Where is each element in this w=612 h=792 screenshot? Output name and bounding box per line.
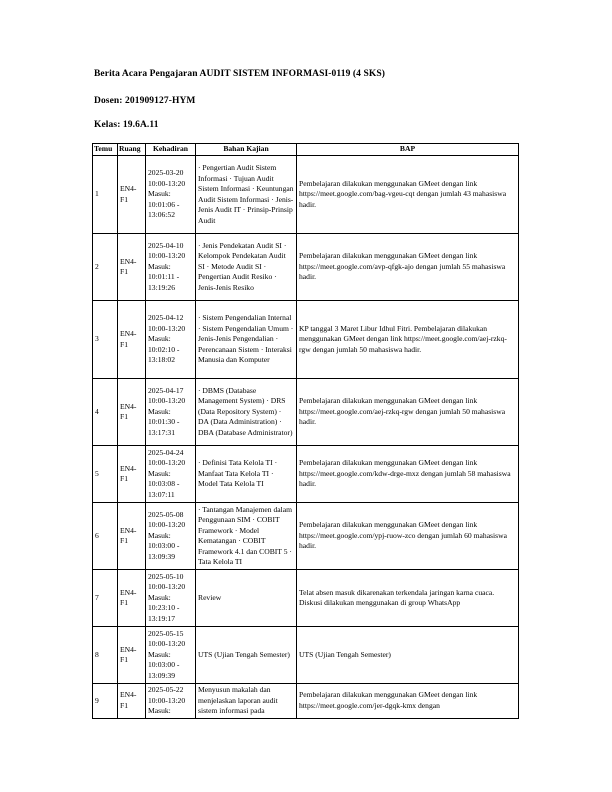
- cell-temu: 5: [93, 446, 118, 503]
- cell-bap: Pembelajaran dilakukan menggunakan GMeet dengan link https://meet.google.com/ypj-ruow-zco dengan jumlah 60 mahasiswa hadir.: [297, 503, 519, 570]
- cell-temu: 9: [93, 684, 118, 719]
- cell-bahan-kajian: · DBMS (Database Management System) · DRS (Data Repository System) · DA (Data Administration) · DBA (Database Administrator): [196, 379, 297, 446]
- cell-ruang: EN4-F1: [118, 627, 146, 684]
- cell-kehadiran: 2025-04-17 10:00-13:20 Masuk: 10:01:30 - 13:17:31: [146, 379, 196, 446]
- cell-bahan-kajian: · Definisi Tata Kelola TI · Manfaat Tata Kelola TI · Model Tata Kelola TI: [196, 446, 297, 503]
- cell-bap: Pembelajaran dilakukan menggunakan GMeet dengan link https://meet.google.com/kdw-drge-mxz dengan jumlah 58 mahasiswa hadir.: [297, 446, 519, 503]
- cell-kehadiran: 2025-05-15 10:00-13:20 Masuk: 10:03:00 - 13:09:39: [146, 627, 196, 684]
- cell-kehadiran: 2025-05-10 10:00-13:20 Masuk: 10:23:10 - 13:19:17: [146, 570, 196, 627]
- table-row: [93, 570, 519, 627]
- cell-bahan-kajian: · Jenis Pendekatan Audit SI · Kelompok Pendekatan Audit SI · Metode Audit SI · Pengertian Audit Resiko · Jenis-Jenis Resiko: [196, 234, 297, 301]
- cell-temu: 2: [93, 234, 118, 301]
- cell-kehadiran: 2025-03-20 10:00-13:20 Masuk: 10:01:06 - 13:06:52: [146, 156, 196, 234]
- table-row: [93, 379, 519, 446]
- table-row: [93, 301, 519, 379]
- cell-temu: 3: [93, 301, 118, 379]
- cell-ruang: EN4-F1: [118, 379, 146, 446]
- cell-bap: Pembelajaran dilakukan menggunakan GMeet dengan link https://meet.google.com/jer-dgqk-kmx dengan: [297, 684, 519, 719]
- table-row: [93, 234, 519, 301]
- cell-bap: Pembelajaran dilakukan menggunakan GMeet dengan link https://meet.google.com/avp-qfgk-ajo dengan jumlah 55 mahasiswa hadir.: [297, 234, 519, 301]
- cell-kehadiran: 2025-04-24 10:00-13:20 Masuk: 10:03:08 - 13:07:11: [146, 446, 196, 503]
- col-header-temu: Temu: [93, 144, 118, 156]
- table-row: [93, 627, 519, 684]
- lecturer-label: Dosen: 201909127-HYM: [94, 96, 196, 106]
- col-header-ruang: Ruang: [118, 144, 146, 156]
- table-row: [93, 503, 519, 570]
- cell-kehadiran: 2025-04-12 10:00-13:20 Masuk: 10:02:10 - 13:18:02: [146, 301, 196, 379]
- cell-kehadiran: 2025-04-10 10:00-13:20 Masuk: 10:01:11 - 13:19:26: [146, 234, 196, 301]
- document-title: Berita Acara Pengajaran AUDIT SISTEM INFORMASI-0119 (4 SKS): [94, 69, 385, 79]
- cell-bahan-kajian: · Sistem Pengendalian Internal · Sistem Pengendalian Umum · Jenis-Jenis Pengendalian · Perencanaan Sistem · Interaksi Manusia dan Komputer: [196, 301, 297, 379]
- cell-ruang: EN4-F1: [118, 301, 146, 379]
- cell-bap: Pembelajaran dilakukan menggunakan GMeet dengan link https://meet.google.com/bag-vgeu-cqt dengan jumlah 43 mahasiswa hadir.: [297, 156, 519, 234]
- table-header-row: [93, 144, 519, 156]
- cell-ruang: EN4-F1: [118, 570, 146, 627]
- cell-bahan-kajian: UTS (Ujian Tengah Semester): [196, 627, 297, 684]
- cell-bap: Telat absen masuk dikarenakan terkendala jaringan karna cuaca. Diskusi dilakukan menggunakan di group WhatsApp: [297, 570, 519, 627]
- cell-bap: Pembelajaran dilakukan menggunakan GMeet dengan link https://meet.google.com/aej-rzkq-rgw dengan jumlah 50 mahasiswa hadir.: [297, 379, 519, 446]
- cell-bahan-kajian: Review: [196, 570, 297, 627]
- cell-bahan-kajian: Menyusun makalah dan menjelaskan laporan audit sistem informasi pada: [196, 684, 297, 719]
- cell-ruang: EN4-F1: [118, 684, 146, 719]
- cell-ruang: EN4-F1: [118, 503, 146, 570]
- col-header-bap: BAP: [297, 144, 519, 156]
- cell-bap: UTS (Ujian Tengah Semester): [297, 627, 519, 684]
- cell-temu: 7: [93, 570, 118, 627]
- attendance-table: [92, 143, 519, 719]
- col-header-kehadiran: Kehadiran: [146, 144, 196, 156]
- cell-temu: 6: [93, 503, 118, 570]
- cell-kehadiran: 2025-05-22 10:00-13:20 Masuk:: [146, 684, 196, 719]
- table-row: [93, 156, 519, 234]
- col-header-bahan-kajian: Bahan Kajian: [196, 144, 297, 156]
- class-label: Kelas: 19.6A.11: [94, 120, 159, 130]
- cell-bahan-kajian: · Tantangan Manajemen dalam Penggunaan SIM · COBIT Framework · Model Kematangan · COBIT Framework 4.1 dan COBIT 5 · Tata Kelola TI: [196, 503, 297, 570]
- cell-temu: 4: [93, 379, 118, 446]
- table-row: [93, 684, 519, 719]
- table-row: [93, 446, 519, 503]
- cell-bap: KP tanggal 3 Maret Libur Idhul Fitri. Pembelajaran dilakukan menggunakan GMeet dengan link https://meet.google.com/aej-rzkq-rgw dengan jumlah 50 mahasiswa hadir.: [297, 301, 519, 379]
- cell-temu: 1: [93, 156, 118, 234]
- cell-temu: 8: [93, 627, 118, 684]
- cell-ruang: EN4-F1: [118, 156, 146, 234]
- cell-kehadiran: 2025-05-08 10:00-13:20 Masuk: 10:03:00 - 13:09:39: [146, 503, 196, 570]
- cell-ruang: EN4-F1: [118, 234, 146, 301]
- cell-bahan-kajian: · Pengertian Audit Sistem Informasi · Tujuan Audit Sistem Informasi · Keuntungan Audit Sistem Informasi · Jenis-Jenis Audit IT · Prinsip-Prinsip Audit: [196, 156, 297, 234]
- cell-ruang: EN4-F1: [118, 446, 146, 503]
